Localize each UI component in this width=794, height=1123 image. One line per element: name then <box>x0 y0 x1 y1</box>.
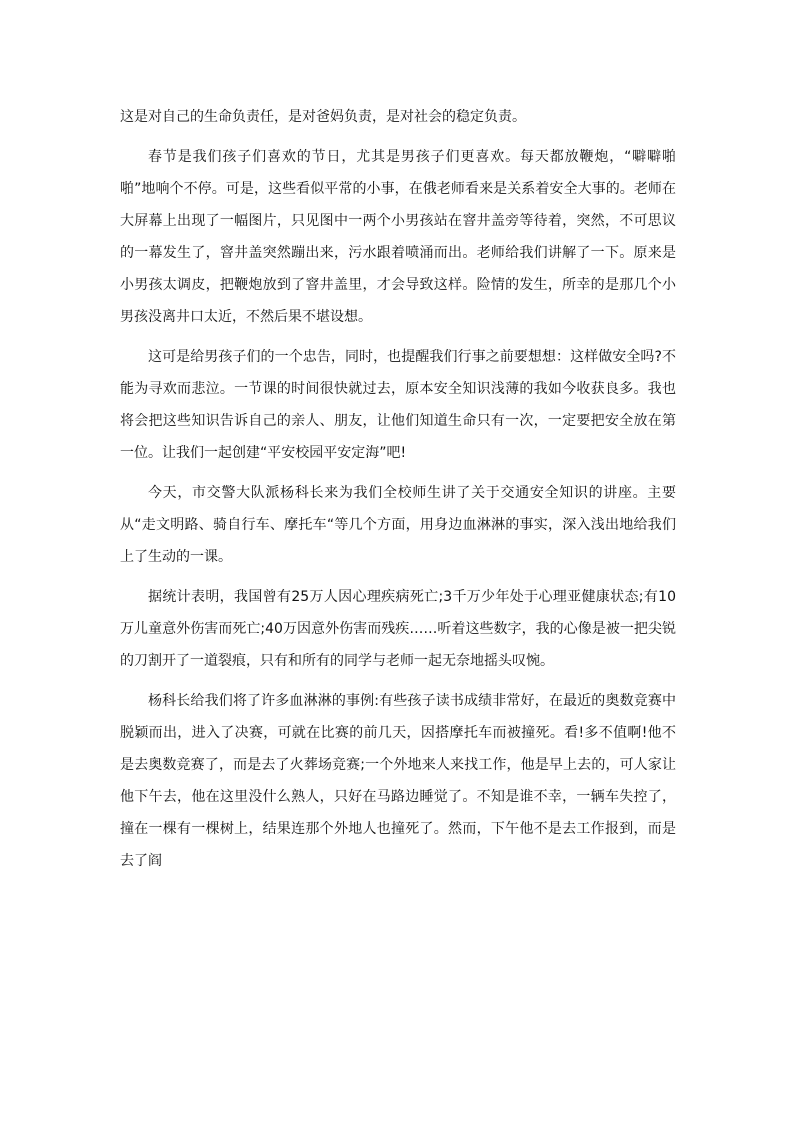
paragraph-6: 杨科长给我们将了许多血淋淋的事例:有些孩子读书成绩非常好，在最近的奥数竞赛中脱颖而出，进入了决赛，可就在比赛的前几天，因搭摩托车而被撞死。看!多不值啊!他不是去奥数竞赛了，而是去了火葬场竞赛;一个外地来人来找工作，他是早上去的，可人家让他下午去，他在这里没什么熟人，只好在马路边睡觉了。不知是谁不幸，一辆车失控了，撞在一棵有一棵树上，结果连那个外地人也撞死了。然而，下午他不是去工作报到，而是去了阎 <box>120 693 676 869</box>
paragraph-4: 今天，市交警大队派杨科长来为我们全校师生讲了关于交通安全知识的讲座。主要从“走文明路、骑自行车、摩托车“等几个方面，用身边血淋淋的事实，深入浅出地给我们上了生动的一课。 <box>120 485 676 565</box>
paragraph-2: 春节是我们孩子们喜欢的节日，尤其是男孩子们更喜欢。每天都放鞭炮，“噼噼啪啪”地响个不停。可是，这些看似平常的小事，在俄老师看来是关系着安全大事的。老师在大屏幕上出现了一幅图片，只见图中一两个小男孩站在窨井盖旁等待着，突然，不可思议的一幕发生了，窨井盖突然蹦出来，污水跟着喷涌而出。老师给我们讲解了一下。原来是小男孩太调皮，把鞭炮放到了窨井盖里，才会导致这样。险情的发生，所幸的是那几个小男孩没离井口太近，不然后果不堪设想。 <box>120 149 676 325</box>
paragraph-5: 据统计表明，我国曾有25万人因心理疾病死亡;3千万少年处于心理亚健康状态;有10万儿童意外伤害而死亡;40万因意外伤害而残疾……听着这些数字，我的心像是被一把尖锐的刀割开了一道裂痕，只有和所有的同学与老师一起无奈地摇头叹惋。 <box>120 589 676 669</box>
paragraph-3: 这可是给男孩子们的一个忠告，同时，也提醒我们行事之前要想想：这样做安全吗?不能为寻欢而悲泣。一节课的时间很快就过去，原本安全知识浅薄的我如今收获良多。我也将会把这些知识告诉自己的亲人、朋友，让他们知道生命只有一次，一定要把安全放在第一位。让我们一起创建“平安校园平安定海”吧! <box>120 349 676 461</box>
document-body <box>120 101 676 885</box>
paragraph-1: 这是对自己的生命负责任，是对爸妈负责，是对社会的稳定负责。 <box>120 109 526 125</box>
